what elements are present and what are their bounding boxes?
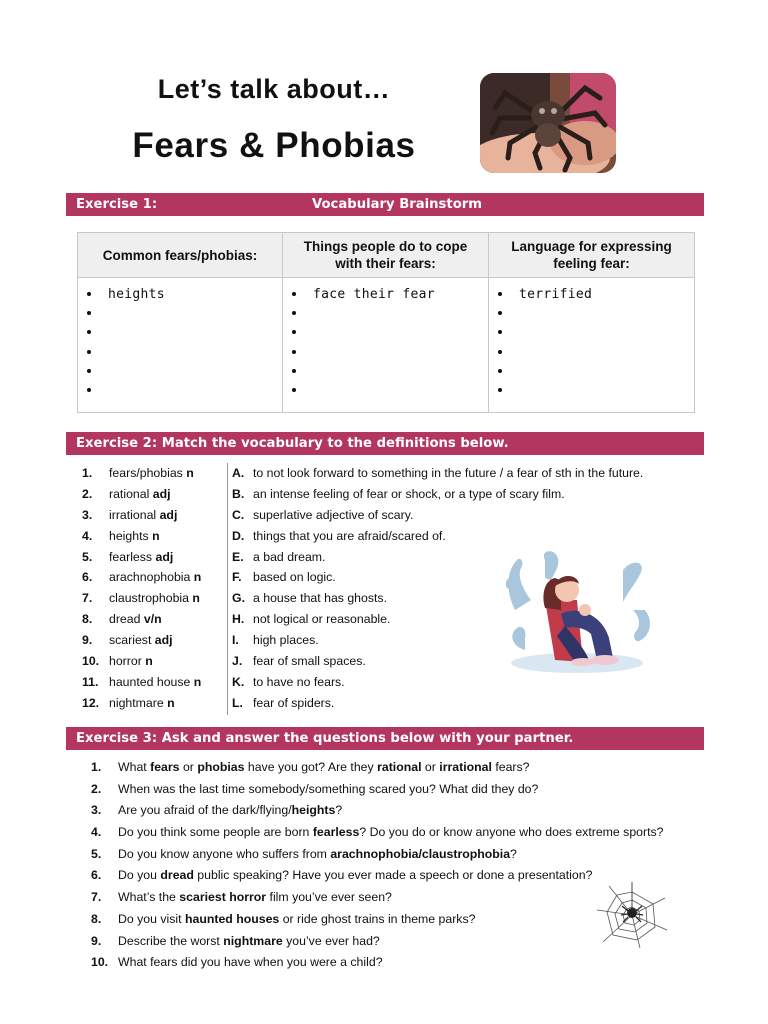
column-header-common-fears: Common fears/phobias: [78, 233, 283, 278]
part-of-speech: adj [159, 507, 178, 522]
definition-text: to have no fears. [253, 674, 345, 689]
column-common-fears[interactable] [78, 278, 283, 413]
vocab-item [82, 651, 227, 672]
vocab-word: fears/phobias [109, 466, 183, 480]
question-text: Are you afraid of the dark/flying/ [118, 803, 292, 818]
definition-letter: C. [232, 507, 245, 522]
definition-text: not logical or reasonable. [253, 612, 391, 627]
definition-item [232, 526, 692, 547]
part-of-speech: n [167, 695, 175, 710]
question-keyword: fearless [312, 825, 360, 840]
definition-text: things that you are afraid/scared of. [253, 528, 446, 543]
question-number: 1. [91, 760, 102, 774]
part-of-speech: adj [152, 486, 171, 501]
question-text: or ride ghost trains in theme parks? [279, 911, 476, 926]
question-text: Do you visit [118, 911, 185, 926]
vocab-number: 12. [82, 695, 100, 710]
question-number: 2. [91, 781, 102, 796]
question-number: 8. [91, 911, 102, 926]
vocabulary-brainstorm-table [77, 232, 695, 413]
spiderweb-icon [595, 880, 669, 950]
vocab-number: 5. [82, 549, 93, 564]
question-text: Describe the worst [118, 933, 224, 948]
question-number: 9. [91, 933, 102, 948]
definition-item [232, 484, 692, 505]
handwritten-entry: heights [108, 287, 165, 302]
vocab-item [82, 505, 227, 526]
handwritten-entry: face their fear [313, 287, 435, 302]
vocab-word: rational [109, 486, 150, 501]
question-text: or [421, 760, 440, 774]
question-keyword: haunted houses [184, 911, 280, 926]
question-keyword: scariest horror [179, 890, 267, 905]
definition-text: an intense feeling of fear or shock, or a type of scary film. [253, 486, 565, 501]
handwritten-entry: terrified [519, 287, 593, 302]
vocab-item [82, 672, 227, 693]
question-keyword: irrational [439, 760, 492, 774]
question-number: 6. [91, 868, 102, 883]
column-header-language: Language for expressing feeling fear: [489, 233, 695, 278]
question-text: ? [335, 803, 343, 818]
part-of-speech: adj [155, 549, 174, 564]
column-divider [227, 463, 228, 715]
part-of-speech: n [186, 466, 194, 480]
vocab-word: irrational [109, 507, 157, 522]
question-keyword: heights [291, 803, 336, 818]
part-of-speech: n [193, 674, 202, 689]
exercise1-label: Exercise 1: [76, 197, 158, 212]
vocab-number: 7. [82, 591, 93, 606]
question-text: you’ve ever had? [282, 933, 380, 948]
part-of-speech: n [193, 570, 202, 585]
definition-text: to not look forward to something in the future / a fear of sth in the future. [253, 466, 644, 480]
definition-text: a bad dream. [253, 549, 326, 564]
definition-letter: G. [232, 591, 245, 606]
vocab-word: fearless [109, 549, 153, 564]
definition-letter: A. [232, 466, 245, 480]
definition-letter: L. [232, 695, 243, 710]
definition-letter: I. [232, 633, 239, 648]
vocab-word: nightmare [109, 695, 164, 710]
definition-letter: K. [232, 674, 245, 689]
vocab-word: scariest [109, 633, 152, 648]
question-number: 10. [91, 955, 109, 970]
title-line1: Let’s talk about… [157, 74, 391, 104]
definition-text: fear of spiders. [253, 695, 335, 710]
question-text: Do you think some people are born [118, 825, 313, 840]
question-item [91, 952, 711, 974]
definition-text: based on logic. [253, 570, 336, 585]
question-item [91, 779, 711, 801]
question-text: public speaking? Have you ever made a speech or done a presentation? [193, 868, 593, 883]
exercise1-banner [66, 193, 704, 216]
definition-letter: B. [232, 486, 245, 501]
question-text: When was the last time somebody/something scared you? What did they do? [118, 781, 539, 796]
question-item [91, 757, 711, 779]
definition-text: a house that has ghosts. [253, 591, 387, 606]
definition-letter: H. [232, 612, 245, 627]
question-text: fears? [491, 760, 530, 774]
question-item [91, 822, 711, 844]
question-text: Do you [118, 868, 161, 883]
exercise2-title: Exercise 2: Match the vocabulary to the definitions below. [76, 436, 509, 451]
vocab-number: 4. [82, 528, 93, 543]
question-number: 4. [91, 825, 102, 840]
title-line2: Fears & Phobias [132, 126, 416, 165]
column-coping[interactable] [283, 278, 489, 413]
definition-text: fear of small spaces. [253, 654, 366, 669]
column-language[interactable] [489, 278, 695, 413]
vocab-item [82, 463, 227, 484]
vocabulary-list [82, 463, 227, 714]
vocab-number: 11. [82, 674, 99, 689]
exercise3-title: Exercise 3: Ask and answer the questions below with your partner. [76, 731, 574, 746]
vocab-item [82, 609, 227, 630]
definition-letter: E. [232, 549, 244, 564]
question-number: 5. [91, 846, 102, 861]
vocab-word: horror [109, 654, 142, 669]
definition-letter: D. [232, 528, 245, 543]
question-text: have you got? Are they [244, 760, 378, 774]
definition-item [232, 693, 692, 714]
question-text: film you’ve ever seen? [266, 890, 392, 905]
exercise1-title: Vocabulary Brainstorm [312, 197, 483, 212]
vocab-word: arachnophobia [109, 570, 191, 585]
question-number: 7. [91, 890, 102, 905]
vocab-word: claustrophobia [109, 591, 189, 606]
vocab-number: 2. [82, 486, 93, 501]
vocab-item [82, 588, 227, 609]
part-of-speech: n [152, 528, 160, 543]
vocab-item [82, 526, 227, 547]
question-text: What’s the [118, 890, 180, 905]
part-of-speech: adj [154, 633, 173, 648]
vocab-item [82, 547, 227, 568]
vocab-item [82, 567, 227, 588]
vocab-number: 10. [82, 654, 100, 669]
exercise3-banner [66, 727, 704, 750]
vocab-number: 8. [82, 612, 93, 627]
vocab-item [82, 630, 227, 651]
question-text: ? Do you do or know anyone who does extreme sports? [359, 825, 664, 840]
question-text: What fears did you have when you were a child? [118, 955, 383, 970]
vocab-item [82, 484, 227, 505]
scared-girl-illustration [505, 550, 655, 680]
column-header-coping: Things people do to cope with their fears: [283, 233, 489, 278]
vocab-word: heights [109, 528, 149, 543]
question-item [91, 844, 711, 866]
question-keyword: arachnophobia/claustrophobia [330, 846, 511, 861]
question-number: 3. [91, 803, 102, 818]
question-text: What [118, 760, 151, 774]
definition-letter: F. [232, 570, 242, 585]
question-text: Do you know anyone who suffers from [118, 846, 331, 861]
question-text: ? [510, 846, 517, 861]
part-of-speech: v/n [143, 612, 162, 627]
definition-item [232, 505, 692, 526]
question-keyword: nightmare [223, 933, 283, 948]
vocab-word: haunted house [109, 674, 191, 689]
exercise2-banner [66, 432, 704, 455]
definition-text: high places. [253, 633, 319, 648]
question-keyword: dread [160, 868, 194, 883]
vocab-item [82, 693, 227, 714]
vocab-number: 1. [82, 466, 93, 480]
definition-text: superlative adjective of scary. [253, 507, 414, 522]
vocab-number: 3. [82, 507, 93, 522]
vocab-word: dread [109, 612, 141, 627]
question-keyword: fears [150, 760, 180, 774]
part-of-speech: n [145, 654, 153, 669]
question-item [91, 800, 711, 822]
question-text: or [179, 760, 198, 774]
definition-letter: J. [232, 654, 243, 669]
definition-item [232, 463, 692, 484]
vocab-number: 6. [82, 570, 93, 585]
part-of-speech: n [192, 591, 200, 606]
vocab-number: 9. [82, 633, 93, 648]
tarantula-photo [480, 73, 616, 173]
question-keyword: phobias [197, 760, 245, 774]
question-keyword: rational [377, 760, 422, 774]
